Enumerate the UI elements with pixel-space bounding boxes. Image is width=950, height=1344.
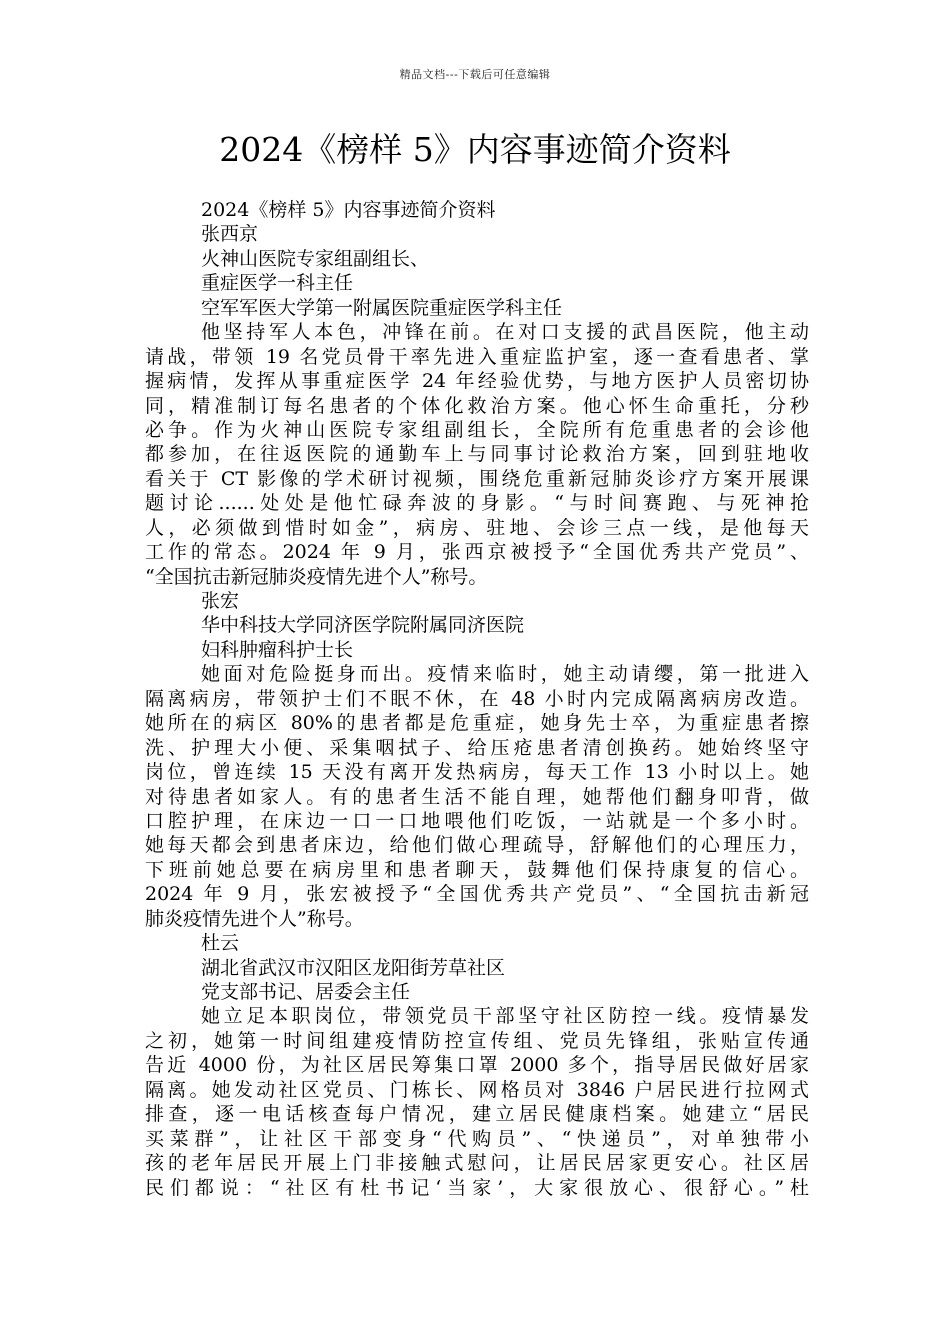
body-line: 隔离。她发动社区党员、门栋长、网格员对 3846 户居民进行拉网式 — [145, 1078, 809, 1101]
body-line: 洗、护理大小便、采集咽拭子、给压疮患者清创换药。她始终坚守 — [145, 736, 809, 759]
body-line: 握病情，发挥从事重症医学 24 年经验优势，与地方医护人员密切协 — [145, 370, 809, 393]
body-line: 2024 年 9 月，张宏被授予“全国优秀共产党员”、“全国抗击新冠 — [145, 883, 809, 906]
body-line: 华中科技大学同济医学院附属同济医院 — [201, 614, 525, 637]
body-line: 隔离病房，带领护士们不眠不休，在 48 小时内完成隔离病房改造。 — [145, 687, 809, 710]
body-line: 告近 4000 份，为社区居民筹集口罩 2000 多个，指导居民做好居家 — [145, 1054, 809, 1077]
body-line: 火神山医院专家组副组长、 — [201, 247, 430, 270]
body-line: 她立足本职岗位，带领党员干部坚守社区防控一线。疫情暴发 — [201, 1005, 809, 1028]
body-line: 她面对危险挺身而出。疫情来临时，她主动请缨，第一批进入 — [201, 663, 809, 686]
body-line: 人，必须做到惜时如金”，病房、驻地、会诊三点一线，是他每天 — [145, 516, 809, 539]
document-title: 2024《榜样 5》内容事迹简介资料 — [219, 130, 731, 169]
body-line: 必争。作为火神山医院专家组副组长，全院所有危重患者的会诊他 — [145, 418, 809, 441]
body-line: 题讨论......处处是他忙碌奔波的身影。“与时间赛跑、与死神抢 — [145, 492, 809, 515]
body-line: 她所在的病区 80%的患者都是危重症，她身先士卒，为重症患者擦 — [145, 712, 809, 735]
body-line: 都参加，在往返医院的通勤车上与同事讨论救治方案，回到驻地收 — [145, 443, 809, 466]
body-line: 排查，逐一电话核查每户情况，建立居民健康档案。她建立“居民 — [145, 1103, 809, 1126]
body-line: 她每天都会到患者床边，给他们做心理疏导，舒解他们的心理压力， — [145, 834, 809, 857]
body-line: 妇科肿瘤科护士长 — [201, 638, 354, 661]
body-line: 民们都说：“社区有杜书记‘当家’，大家很放心、很舒心。”杜 — [145, 1176, 809, 1199]
body-line: 之初，她第一时间组建疫情防控宣传组、党员先锋组，张贴宣传通 — [145, 1029, 809, 1052]
body-line: 重症医学一科主任 — [201, 272, 354, 295]
body-line: 请战，带领 19 名党员骨干率先进入重症监护室，逐一查看患者、掌 — [145, 345, 809, 368]
body-line: 杜云 — [201, 932, 240, 955]
body-line: 党支部书记、居委会主任 — [201, 981, 411, 1003]
body-line: 看关于 CT 影像的学术研讨视频，围绕危重新冠肺炎诊疗方案开展课 — [145, 467, 809, 490]
body-line: 口腔护理，在床边一口一口地喂他们吃饭，一站就是一个多小时。 — [145, 809, 809, 832]
body-line: 下班前她总要在病房里和患者聊天，鼓舞他们保持康复的信心。 — [145, 858, 809, 881]
body-line: 对待患者如家人。有的患者生活不能自理，她帮他们翻身叩背，做 — [145, 785, 809, 808]
body-line: 工作的常态。2024 年 9 月，张西京被授予“全国优秀共产党员”、 — [145, 541, 809, 564]
body-line: 张宏 — [201, 590, 240, 612]
body-line: 他坚持军人本色，冲锋在前。在对口支援的武昌医院，他主动 — [201, 321, 809, 344]
body-line: 2024《榜样 5》内容事迹简介资料 — [201, 199, 496, 221]
body-line: 空军军医大学第一附属医院重症医学科主任 — [201, 296, 563, 319]
body-line: “全国抗击新冠肺炎疫情先进个人”称号。 — [145, 565, 488, 588]
body-line: 买菜群”，让社区干部变身“代购员”、“快递员”，对单独带小 — [145, 1127, 809, 1150]
header-note: 精品文档---下载后可任意编辑 — [399, 68, 551, 81]
body-line: 肺炎疫情先进个人”称号。 — [145, 907, 364, 930]
document-body — [145, 198, 809, 1200]
body-line: 岗位，曾连续 15 天没有离开发热病房，每天工作 13 小时以上。她 — [145, 761, 809, 784]
body-line: 张西京 — [201, 223, 259, 246]
body-line: 湖北省武汉市汉阳区龙阳街芳草社区 — [201, 956, 506, 979]
body-line: 孩的老年居民开展上门非接触式慰问，让居民居家更安心。社区居 — [145, 1152, 809, 1175]
body-line: 同，精准制订每名患者的个体化救治方案。他心怀生命重托，分秒 — [145, 394, 809, 417]
